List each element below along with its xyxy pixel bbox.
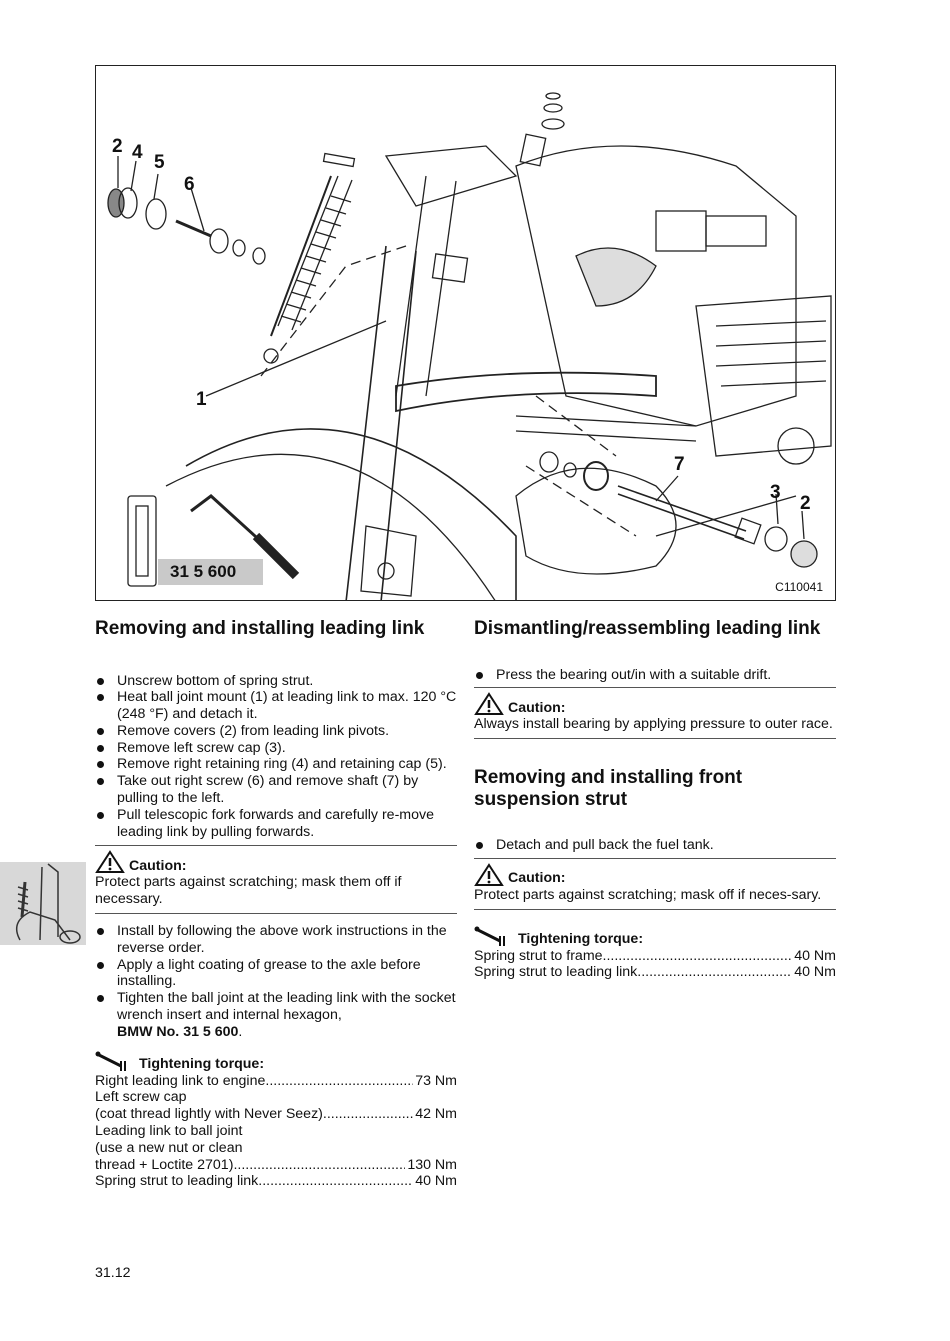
exploded-view-figure — [95, 65, 836, 601]
page-number: 31.12 — [95, 1265, 131, 1281]
torque-item: thread + Loctite 2701) — [95, 1156, 234, 1173]
warning-icon — [474, 692, 504, 716]
caution-box — [474, 687, 836, 739]
torque-value: 130 Nm — [407, 1156, 457, 1173]
callout-2: 2 — [112, 136, 123, 157]
list-item: Remove right retaining ring (4) and retaining cap (5). — [95, 756, 457, 773]
torque-value: 42 Nm — [415, 1106, 457, 1123]
torque-value: 40 Nm — [415, 1173, 457, 1190]
list-item: Unscrew bottom of spring strut. — [95, 673, 457, 690]
torque-item: Spring strut to leading link — [474, 964, 638, 981]
list-item: Detach and pull back the fuel tank. — [474, 837, 836, 854]
list-item: Install by following the above work instructions in the reverse order. — [95, 923, 457, 957]
left-column — [95, 618, 457, 1190]
torque-section — [474, 926, 836, 982]
torque-heading — [95, 1051, 457, 1073]
torque-row — [95, 1106, 457, 1123]
torque-label: Tightening torque: — [139, 1055, 265, 1072]
installation-steps — [95, 923, 457, 1041]
callout-7: 7 — [674, 454, 685, 475]
caution-text: Protect parts against scratching; mask them off if necessary. — [95, 874, 402, 908]
torque-row — [95, 1157, 457, 1174]
callout-3: 3 — [770, 482, 781, 503]
torque-item: Spring strut to leading link — [95, 1173, 259, 1190]
list-item — [95, 990, 457, 1040]
suspension-thumbnail-icon — [0, 862, 86, 945]
torque-row — [95, 1173, 457, 1190]
caution-text: Protect parts against scratching; mask off if neces-sary. — [474, 886, 822, 903]
list-item: Remove covers (2) from leading link pivots. — [95, 723, 457, 740]
torque-item-line: (use a new nut or clean — [95, 1139, 243, 1156]
callout-2b: 2 — [800, 493, 811, 514]
caution-box — [95, 845, 457, 914]
heading-leading-link: Removing and installing leading link — [95, 618, 425, 639]
warning-icon — [474, 863, 504, 887]
tool-number: 31 5 600 — [158, 559, 263, 585]
caution-text: Always install bearing by applying pressure to outer race. — [474, 716, 833, 733]
warning-icon — [95, 850, 125, 874]
tool-reference: BMW No. 31 5 600 — [117, 1023, 239, 1040]
torque-label: Tightening torque: — [518, 930, 644, 947]
heading-dismantling: Dismantling/reassembling leading link — [474, 618, 821, 639]
caution-label: Caution: — [508, 870, 566, 887]
torque-row — [474, 964, 836, 981]
caution-label: Caution: — [129, 857, 187, 874]
torque-row — [474, 948, 836, 965]
torque-item-line: Left screw cap — [95, 1089, 187, 1106]
caution-box — [474, 858, 836, 910]
torque-heading — [474, 926, 836, 948]
list-item: Pull telescopic fork forwards and carefully re-move leading link by pulling forwards. — [95, 807, 457, 841]
right-column — [474, 618, 836, 981]
torque-wrench-icon — [95, 1051, 133, 1073]
torque-item: Right leading link to engine — [95, 1072, 266, 1089]
torque-section — [95, 1051, 457, 1191]
caution-label: Caution: — [508, 699, 566, 716]
torque-row — [95, 1073, 457, 1090]
caution-heading — [95, 850, 457, 874]
callout-5: 5 — [154, 152, 165, 173]
heading-front-strut: Removing and installing front suspension strut — [474, 767, 743, 810]
list-item: Apply a light coating of grease to the axle before installing. — [95, 957, 457, 991]
figure-code: C110041 — [775, 580, 823, 594]
list-item-tail: . — [238, 1023, 243, 1040]
section-thumbnail — [0, 862, 86, 945]
callout-4: 4 — [132, 142, 143, 163]
list-item: Heat ball joint mount (1) at leading link to max. 120 °C (248 °F) and detach it. — [95, 689, 457, 723]
torque-item: (coat thread lightly with Never Seez) — [95, 1106, 323, 1123]
caution-heading — [474, 692, 836, 716]
callout-6: 6 — [184, 174, 195, 195]
caution-heading — [474, 863, 836, 887]
list-item: Take out right screw (6) and remove shaft (7) by pulling to the left. — [95, 773, 457, 807]
list-item: Remove left screw cap (3). — [95, 740, 457, 757]
torque-wrench-icon — [474, 926, 512, 948]
removal-steps — [95, 673, 457, 841]
torque-value: 73 Nm — [415, 1072, 457, 1089]
suspension-drawing — [96, 66, 836, 601]
torque-item-line: Leading link to ball joint — [95, 1123, 243, 1140]
torque-value: 40 Nm — [794, 947, 836, 964]
strut-steps — [474, 837, 836, 854]
dismantling-steps — [474, 667, 836, 684]
torque-item: Spring strut to frame — [474, 947, 603, 964]
torque-value: 40 Nm — [794, 964, 836, 981]
list-item-text: Tighten the ball joint at the leading link with the socket wrench insert and internal hexagon, — [117, 990, 456, 1024]
list-item: Press the bearing out/in with a suitable drift. — [474, 667, 836, 684]
callout-1: 1 — [196, 389, 207, 410]
